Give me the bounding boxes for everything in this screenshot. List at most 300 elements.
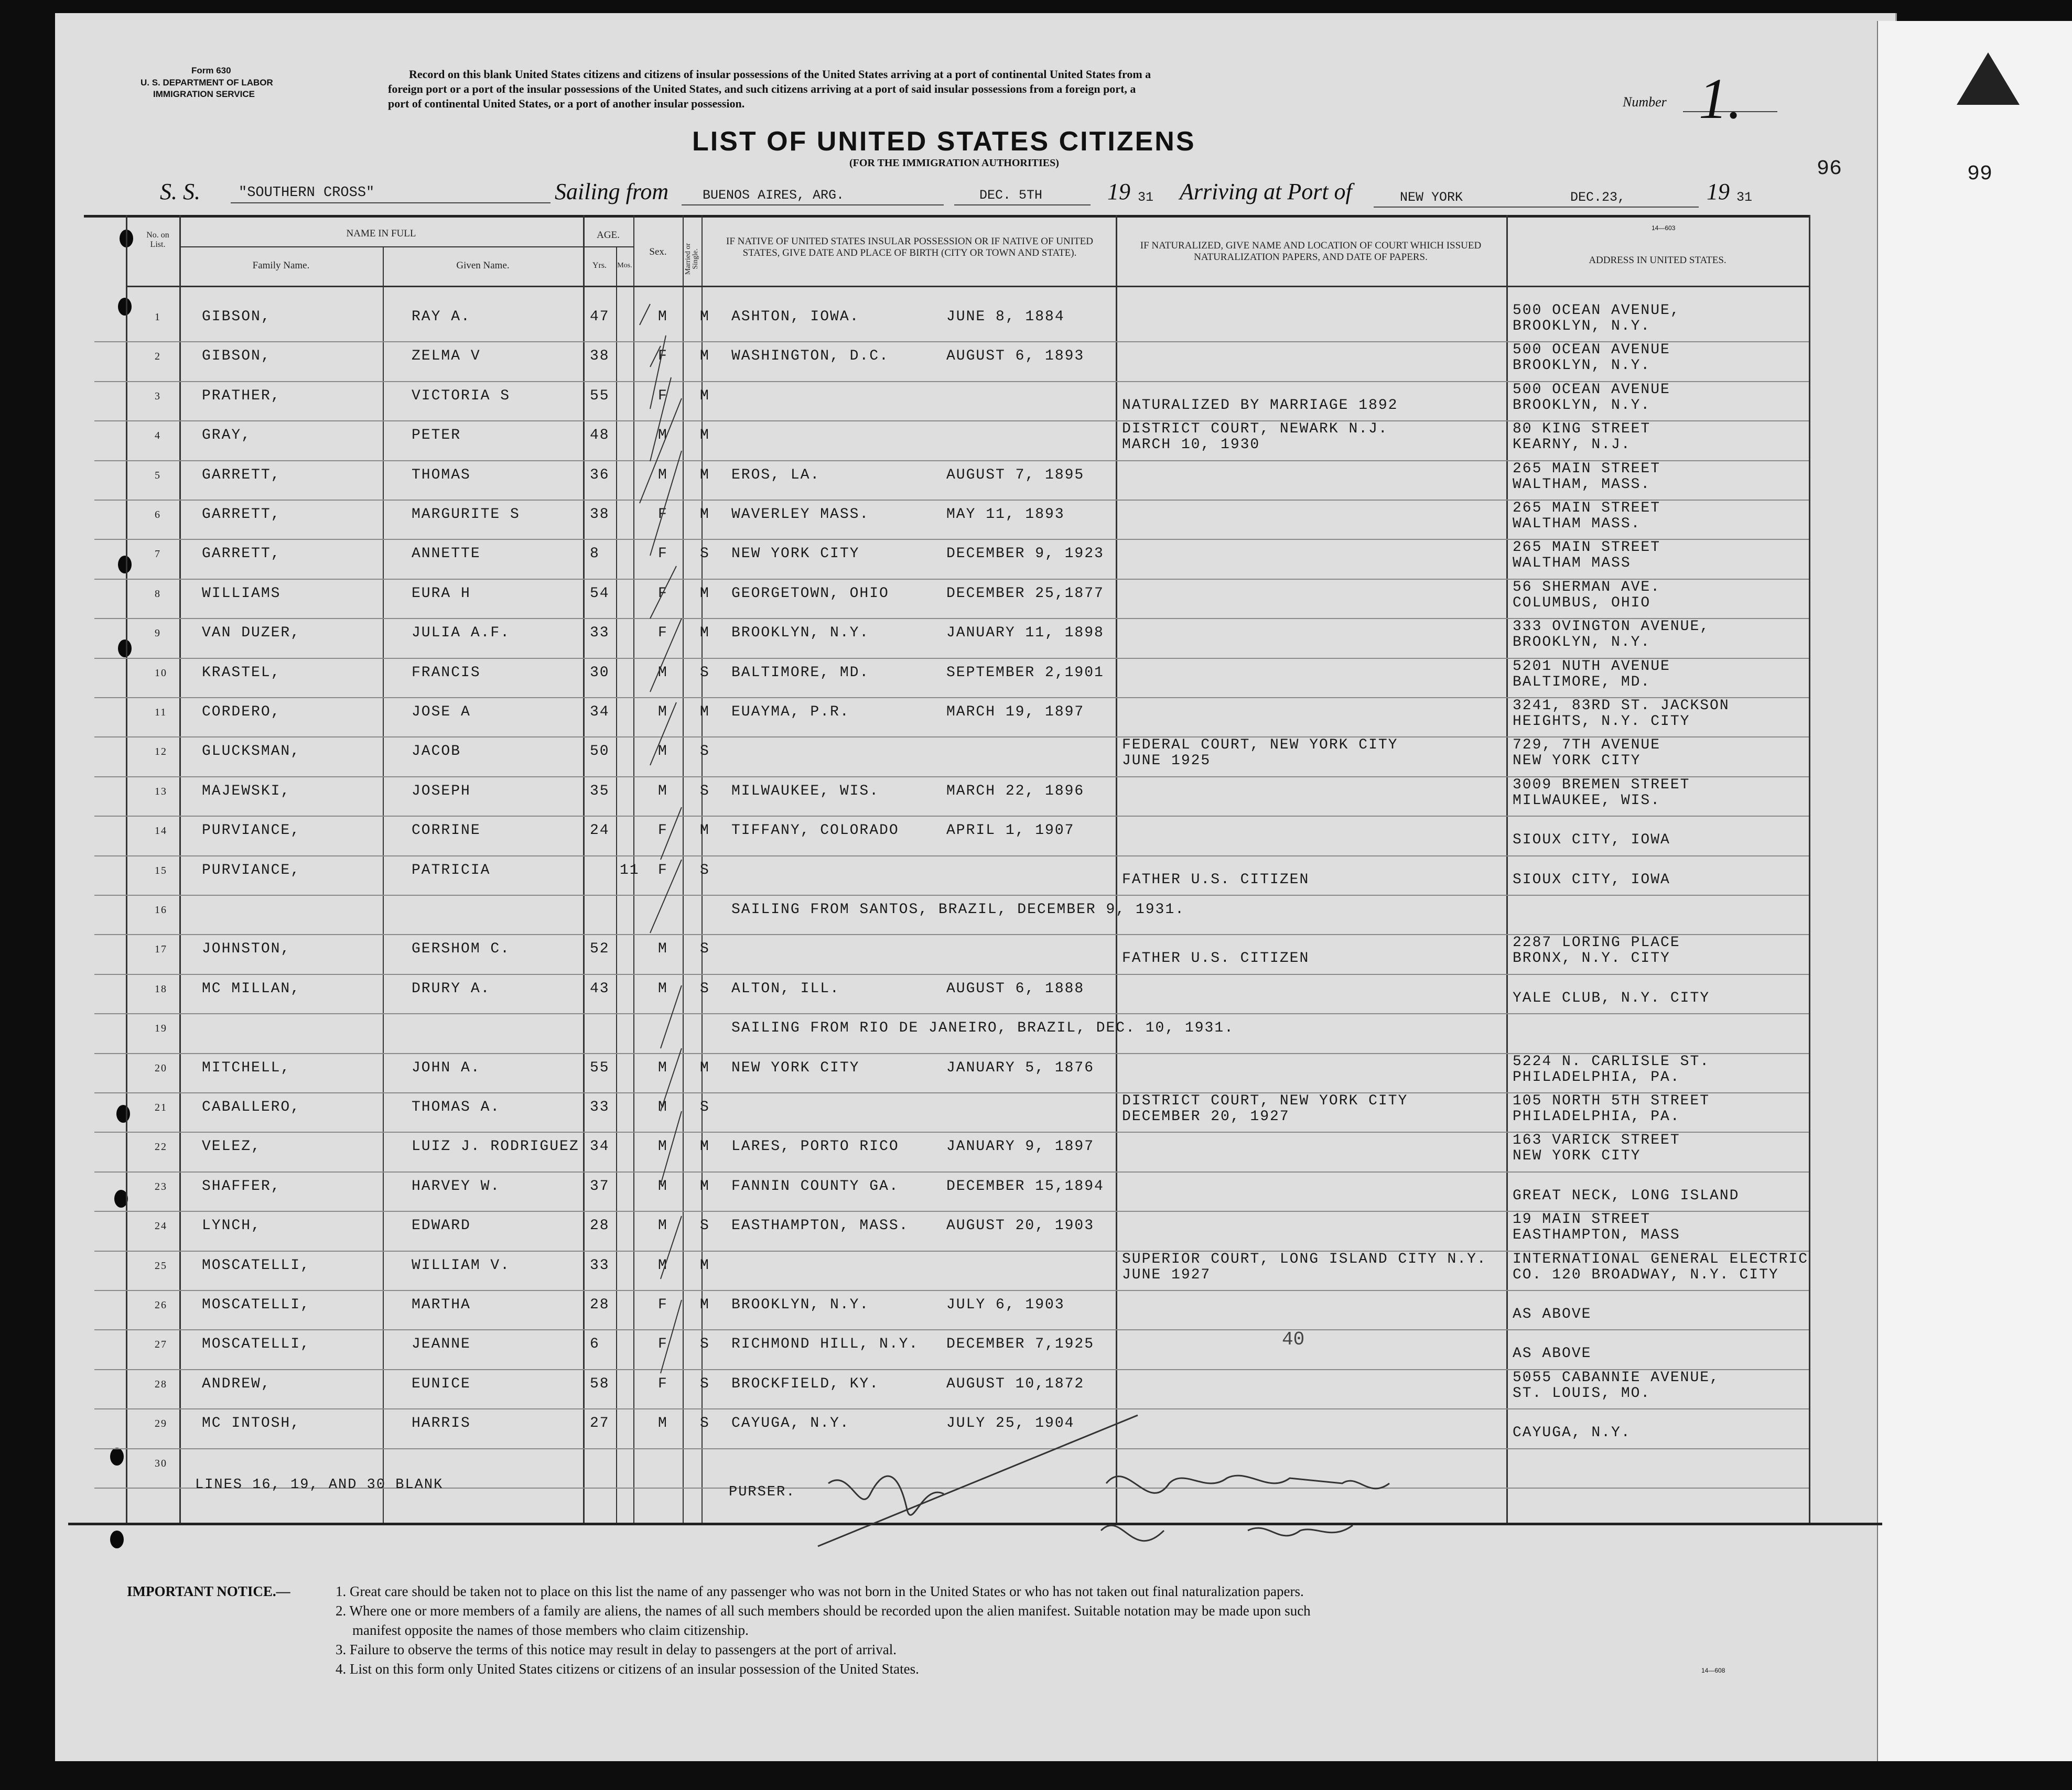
marital-status: S [700,1218,710,1234]
blank-lines-note: LINES 16, 19, AND 30 BLANK [195,1477,444,1493]
address-line-1: 19 MAIN STREET [1513,1211,1651,1228]
address-line-2: WALTHAM MASS [1513,555,1631,572]
address-line-2: BROOKLYN, N.Y. [1513,634,1651,651]
marital-status: S [700,1336,710,1353]
family-name: GIBSON, [202,309,271,325]
age-years: 38 [590,506,610,523]
header-birth: IF NATIVE OF UNITED STATES INSULAR POSSESSION OR IF NATIVE OF UNITED STATES, GIVE DATE AND PLACE OF BIRTH (CITY OR TOWN AND STATE). [726,236,1093,258]
arriving-label: Arriving at Port of [1180,179,1352,204]
sailing-year: 31 [1138,190,1154,205]
header-yrs: Yrs. [592,261,607,270]
age-years: 28 [590,1218,610,1234]
sailing-from-port: BUENOS AIRES, ARG. [703,188,845,203]
age-years: 50 [590,743,610,760]
family-name: GARRETT, [202,467,281,483]
age-years: 58 [590,1375,610,1392]
birth-place: NEW YORK CITY [731,1059,860,1076]
birth-date: JULY 25, 1904 [946,1415,1075,1432]
notice-title: IMPORTANT NOTICE.— [127,1583,290,1599]
intro-line: Record on this blank United States citizens and citizens of insular possessions of the United States arriving at a port of continental United States from a [409,68,1151,81]
birth-date: AUGUST 7, 1895 [946,467,1085,483]
row-number: 19 [155,1023,167,1035]
row-number: 18 [155,983,167,995]
marital-status: M [700,585,710,602]
address-line-1: 105 NORTH 5TH STREET [1513,1093,1710,1109]
header-married-single: Married or Single. [684,243,699,275]
table-row [94,856,1809,896]
given-name: RAY A. [412,309,471,325]
family-name: SHAFFER, [202,1178,281,1195]
sex: M [658,427,668,444]
sex: M [658,941,668,958]
naturalization-date: JUNE 1927 [1122,1266,1211,1283]
family-name: MC INTOSH, [202,1415,301,1432]
birth-place: BROCKFIELD, KY. [731,1375,880,1392]
age-years: 37 [590,1178,610,1195]
row-number: 16 [155,904,167,916]
sex: F [658,585,668,602]
form-title: LIST OF UNITED STATES CITIZENS [692,126,1196,157]
sex: F [658,1297,668,1313]
sex: M [658,467,668,483]
sex: M [658,704,668,720]
row-number: 20 [155,1062,167,1074]
address-line-1: 500 OCEAN AVENUE [1513,381,1670,398]
row-number: 1 [155,311,161,323]
birth-date: DECEMBER 7,1925 [946,1336,1095,1353]
birth-date: MARCH 19, 1897 [946,704,1085,720]
marital-status: S [700,743,710,760]
age-years: 34 [590,1138,610,1155]
birth-date: MARCH 22, 1896 [946,783,1085,799]
table-row [94,421,1809,461]
marital-status: M [700,387,710,404]
sex: F [658,625,668,642]
address-line-2: MILWAUKEE, WIS. [1513,792,1661,809]
age-years: 48 [590,427,610,444]
purser-signature [786,1405,1547,1578]
family-name: CABALLERO, [202,1099,301,1115]
address-line-2: PHILADELPHIA, PA. [1513,1069,1680,1086]
naturalization-court: SUPERIOR COURT, LONG ISLAND CITY N.Y. [1122,1251,1487,1267]
notice-item: 1. Great care should be taken not to place on this list the name of any passenger who was not born in the United States or who has not taken out final naturalization papers. [336,1583,1304,1599]
address-line-2: CAYUGA, N.Y. [1513,1425,1631,1441]
page-number: 96 [1817,157,1842,181]
age-years: 33 [590,1099,610,1115]
age-years: 54 [590,585,610,602]
header-naturalized: IF NATURALIZED, GIVE NAME AND LOCATION OF COURT WHICH ISSUED NATURALIZATION PAPERS, AND DATE OF PAPERS. [1140,240,1482,263]
header-address: ADDRESS IN UNITED STATES. [1589,255,1726,266]
address-line-1: 5201 NUTH AVENUE [1513,658,1670,675]
sex: M [658,980,668,997]
family-name: JOHNSTON, [202,941,291,958]
ss-label: S. S. [160,179,200,204]
address-line-1: 5224 N. CARLISLE ST. [1513,1053,1710,1070]
given-name: HARRIS [412,1415,471,1432]
notice-item: 4. List on this form only United States citizens or citizens of an insular possession of the United States. [336,1661,919,1677]
table-row [94,461,1809,501]
birth-date: AUGUST 20, 1903 [946,1218,1095,1234]
marital-status: M [700,427,710,444]
given-name: JULIA A.F. [412,625,511,642]
address-line-2: GREAT NECK, LONG ISLAND [1513,1187,1740,1204]
family-name: MOSCATELLI, [202,1257,310,1274]
birth-date: DECEMBER 15,1894 [946,1178,1104,1195]
given-name: MARTHA [412,1297,471,1313]
row-number: 26 [155,1299,167,1311]
birth-date: AUGUST 6, 1893 [946,348,1085,365]
birth-place: CAYUGA, N.Y. [731,1415,850,1432]
family-name: VELEZ, [202,1138,261,1155]
table-row [94,896,1809,935]
address-line-1: INTERNATIONAL GENERAL ELECTRIC [1513,1251,1809,1267]
birth-place: BALTIMORE, MD. [731,664,870,681]
table-row [94,659,1809,698]
address-line-2: SIOUX CITY, IOWA [1513,832,1670,849]
given-name: ANNETTE [412,546,481,562]
sex: F [658,387,668,404]
intro-line: port of continental United States, or a port of another insular possession. [388,97,745,110]
birth-place: NEW YORK CITY [731,546,860,562]
given-name: HARVEY W. [412,1178,501,1195]
address-line-1: 56 SHERMAN AVE. [1513,579,1661,595]
year-prefix-2: 19 [1707,179,1730,204]
family-name: GIBSON, [202,348,271,365]
ship-name: "SOUTHERN CROSS" [239,185,375,201]
row-number: 22 [155,1141,167,1153]
address-line-1: 500 OCEAN AVENUE [1513,342,1670,359]
given-name: THOMAS A. [412,1099,501,1115]
age-months: 11 [620,862,640,878]
row-number: 5 [155,469,161,481]
birth-place: GEORGETOWN, OHIO [731,585,889,602]
sex: M [658,1138,668,1155]
birth-place: SAILING FROM SANTOS, BRAZIL, DECEMBER 9, 1931. [731,902,1185,918]
naturalization-court: FEDERAL COURT, NEW YORK CITY [1122,737,1398,754]
address-line-1: 80 KING STREET [1513,421,1651,438]
row-number: 8 [155,588,161,600]
row-number: 28 [155,1378,167,1390]
naturalization-court: DISTRICT COURT, NEWARK N.J. [1122,421,1388,438]
print-code-bottom: 14—608 [1701,1667,1725,1674]
table-row [94,1054,1809,1093]
table-row [94,1173,1809,1212]
marital-status: M [700,1138,710,1155]
naturalization-date: NATURALIZED BY MARRIAGE 1892 [1122,397,1398,414]
table-row [94,1370,1809,1409]
address-line-1: 3241, 83RD ST. JACKSON [1513,698,1730,714]
sex: M [658,1178,668,1195]
marital-status: S [700,546,710,562]
row-number: 2 [155,351,161,363]
given-name: JEANNE [412,1336,471,1353]
age-years: 28 [590,1297,610,1313]
address-line-1: 163 VARICK STREET [1513,1132,1680,1149]
naturalization-date: FATHER U.S. CITIZEN [1122,871,1310,888]
naturalization-court: DISTRICT COURT, NEW YORK CITY [1122,1093,1408,1109]
stub-number: 99 [1967,162,1993,186]
birth-place: RICHMOND HILL, N.Y. [731,1336,919,1353]
birth-place: ALTON, ILL. [731,980,840,997]
address-line-2: WALTHAM MASS. [1513,516,1641,532]
birth-place: EASTHAMPTON, MASS. [731,1218,909,1234]
table-row [94,1291,1809,1330]
marital-status: S [700,1375,710,1392]
given-name: JACOB [412,743,461,760]
address-line-2: AS ABOVE [1513,1306,1592,1322]
table-row [94,737,1809,777]
arriving-date: DEC.23, [1570,190,1626,205]
marital-status: M [700,467,710,483]
given-name: CORRINE [412,822,481,839]
given-name: FRANCIS [412,664,481,681]
address-line-2: ST. LOUIS, MO. [1513,1385,1651,1402]
row-number: 27 [155,1339,167,1351]
row-number: 9 [155,627,161,639]
checkmark-column [619,294,724,1473]
given-name: WILLIAM V. [412,1257,511,1274]
sex: M [658,309,668,325]
table-row [94,975,1809,1014]
birth-date: AUGUST 6, 1888 [946,980,1085,997]
sex: M [658,664,668,681]
age-years: 47 [590,309,610,325]
age-years: 55 [590,1059,610,1076]
sex: M [658,1415,668,1432]
birth-date: MAY 11, 1893 [946,506,1065,523]
address-line-1: 729, 7TH AVENUE [1513,737,1661,754]
address-line-2: HEIGHTS, N.Y. CITY [1513,713,1690,730]
family-name: GRAY, [202,427,252,444]
row-number: 17 [155,943,167,956]
family-name: ANDREW, [202,1375,271,1392]
naturalization-date: DECEMBER 20, 1927 [1122,1109,1290,1125]
sex: F [658,1375,668,1392]
sex: M [658,1099,668,1115]
header-given-name: Given Name. [456,260,510,271]
birth-place: TIFFANY, COLORADO [731,822,899,839]
birth-place: FANNIN COUNTY GA. [731,1178,899,1195]
family-name: GLUCKSMAN, [202,743,301,760]
birth-date: SEPTEMBER 2,1901 [946,664,1104,681]
row-number: 23 [155,1180,167,1192]
birth-place: EROS, LA. [731,467,821,483]
given-name: MARGURITE S [412,506,520,523]
sex: M [658,1257,668,1274]
print-code: 14—603 [1652,224,1676,232]
given-name: LUIZ J. RODRIGUEZ [412,1138,579,1155]
given-name: PATRICIA [412,862,491,878]
address-line-2: AS ABOVE [1513,1346,1592,1362]
birth-place: WAVERLEY MASS. [731,506,870,523]
age-years: 8 [590,546,600,562]
sex: M [658,743,668,760]
birth-place: SAILING FROM RIO DE JANEIRO, BRAZIL, DEC. 10, 1931. [731,1020,1234,1037]
row-number: 4 [155,430,161,442]
birth-date: JANUARY 9, 1897 [946,1138,1095,1155]
family-name: MC MILLAN, [202,980,301,997]
row-number: 6 [155,509,161,520]
table-row [94,777,1809,817]
table-row [94,382,1809,421]
row-number: 25 [155,1260,167,1272]
address-line-2: EASTHAMPTON, MASS [1513,1227,1680,1244]
family-name: PRATHER, [202,387,281,404]
family-name: MOSCATELLI, [202,1297,310,1313]
department-name: U. S. DEPARTMENT OF LABOR [141,78,273,88]
age-years: 6 [590,1336,600,1353]
address-line-1: 2287 LORING PLACE [1513,935,1680,951]
row-number: 14 [155,825,167,837]
birth-date: JANUARY 5, 1876 [946,1059,1095,1076]
purser-label: PURSER. [729,1484,796,1500]
marital-status: M [700,822,710,839]
birth-date: JUNE 8, 1884 [946,309,1065,325]
marital-status: S [700,1099,710,1115]
age-years: 55 [590,387,610,404]
sex: F [658,348,668,365]
sex: M [658,1059,668,1076]
arriving-year: 31 [1736,190,1753,205]
age-years: 35 [590,783,610,799]
marital-status: S [700,941,710,958]
naturalization-date: MARCH 10, 1930 [1122,437,1260,453]
header-age: AGE. [597,230,620,241]
row-number: 3 [155,390,161,402]
given-name: JOSE A [412,704,471,720]
age-years: 30 [590,664,610,681]
marital-status: S [700,862,710,878]
address-line-1: 265 MAIN STREET [1513,460,1661,477]
address-line-1: 5055 CABANNIE AVENUE, [1513,1369,1720,1386]
row-number: 10 [155,667,167,679]
number-value: 1. [1699,67,1742,131]
row-number: 24 [155,1220,167,1232]
given-name: EDWARD [412,1218,471,1234]
table-row [94,501,1809,540]
sex: F [658,862,668,878]
arriving-port: NEW YORK [1400,190,1463,205]
given-name: JOHN A. [412,1059,481,1076]
marital-status: M [700,309,710,325]
table-row [94,698,1809,737]
table-row [94,1252,1809,1291]
address-line-2: BROOKLYN, N.Y. [1513,318,1651,334]
sex: F [658,1336,668,1353]
given-name: ZELMA V [412,348,481,365]
family-name: KRASTEL, [202,664,281,681]
header-mos: Mos. [617,262,632,269]
age-years: 34 [590,704,610,720]
family-name: PURVIANCE, [202,822,301,839]
address-line-2: BROOKLYN, N.Y. [1513,357,1651,374]
family-name: MOSCATELLI, [202,1336,310,1353]
address-line-2: KEARNY, N.J. [1513,437,1631,453]
family-name: PURVIANCE, [202,862,301,878]
age-years: 27 [590,1415,610,1432]
handwritten-forty: 40 [1282,1329,1305,1350]
family-name: GARRETT, [202,506,281,523]
marital-status: M [700,704,710,720]
sailing-from-label: Sailing from [555,179,669,204]
table-row [94,1212,1809,1251]
address-line-2: BRONX, N.Y. CITY [1513,950,1670,967]
birth-date: JULY 6, 1903 [946,1297,1065,1313]
birth-place: MILWAUKEE, WIS. [731,783,880,799]
marital-status: S [700,980,710,997]
sailing-date: DEC. 5TH [979,188,1043,203]
table-row [94,1093,1809,1133]
birth-date: JANUARY 11, 1898 [946,625,1104,642]
form-number: Form 630 [191,66,231,75]
birth-date: DECEMBER 25,1877 [946,585,1104,602]
table-row [94,619,1809,658]
family-name: WILLIAMS [202,585,281,602]
birth-date: APRIL 1, 1907 [946,822,1075,839]
birth-place: ASHTON, IOWA. [731,309,860,325]
table-row [94,935,1809,974]
address-line-2: WALTHAM, MASS. [1513,476,1651,493]
given-name: VICTORIA S [412,387,511,404]
age-years: 38 [590,348,610,365]
header-no-on-list: No. on List. [146,231,169,249]
address-line-2: YALE CLUB, N.Y. CITY [1513,990,1710,1006]
row-number: 29 [155,1418,167,1430]
birth-place: LARES, PORTO RICO [731,1138,899,1155]
address-line-1: 265 MAIN STREET [1513,539,1661,556]
age-years: 33 [590,1257,610,1274]
sex: F [658,546,668,562]
row-number: 30 [155,1457,167,1469]
family-name: MITCHELL, [202,1059,291,1076]
address-line-2: COLUMBUS, OHIO [1513,594,1651,611]
sex: F [658,506,668,523]
family-name: CORDERO, [202,704,281,720]
marital-status: M [700,1257,710,1274]
row-number: 12 [155,746,167,758]
address-line-1: 265 MAIN STREET [1513,500,1661,516]
table-row [94,817,1809,856]
address-line-2: PHILADELPHIA, PA. [1513,1109,1680,1125]
sex: M [658,1218,668,1234]
marital-status: M [700,1178,710,1195]
marital-status: S [700,1415,710,1432]
form-subtitle: (FOR THE IMMIGRATION AUTHORITIES) [849,157,1059,169]
table-row [94,303,1809,342]
header-name-in-full: NAME IN FULL [346,228,416,239]
sex: F [658,822,668,839]
table-row [94,1330,1809,1370]
table-row [94,580,1809,619]
address-line-2: BALTIMORE, MD. [1513,674,1651,690]
age-years: 36 [590,467,610,483]
table-row [94,342,1809,382]
row-number: 13 [155,785,167,797]
address-line-1: 333 OVINGTON AVENUE, [1513,619,1710,635]
row-number: 11 [155,707,167,718]
row-number: 7 [155,548,161,560]
intro-line: foreign port or a port of the insular possessions of the United States, and such citizens arriving at a port of said insular possessions from a foreign port, a [388,82,1136,95]
address-line-2: BROOKLYN, N.Y. [1513,397,1651,414]
notice-item: 2. Where one or more members of a family are aliens, the names of all such members should be recorded upon the alien manifest. Suitable notation may be made upon such [336,1603,1311,1619]
notice-item: 3. Failure to observe the terms of this notice may result in delay to passengers at the port of arrival. [336,1642,897,1657]
table-row [94,1133,1809,1172]
marital-status: M [700,1297,710,1313]
address-line-1: 3009 BREMEN STREET [1513,776,1690,793]
header-sex: Sex. [649,246,667,257]
number-label: Number [1623,94,1667,110]
age-years: 43 [590,980,610,997]
